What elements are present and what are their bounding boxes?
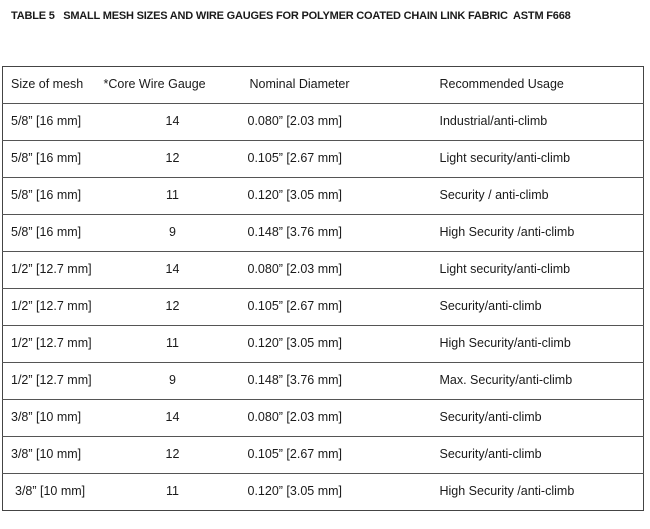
- table-row: [3, 104, 644, 141]
- cell-size-of-mesh: 1/2” [12.7 mm]: [3, 326, 98, 363]
- table-row: [3, 252, 644, 289]
- cell-recommended-usage: Security/anti-climb: [440, 437, 644, 474]
- cell-recommended-usage: Security / anti-climb: [440, 178, 644, 215]
- header-nominal-diameter: Nominal Diameter: [249, 77, 350, 91]
- cell-size-of-mesh: 3/8” [10 mm]: [3, 400, 98, 437]
- cell-size-of-mesh: 1/2” [12.7 mm]: [3, 363, 98, 400]
- cell-recommended-usage: Max. Security/anti-climb: [440, 363, 644, 400]
- table-row: [3, 178, 644, 215]
- cell-core-wire-gauge: 14: [98, 252, 248, 289]
- cell-recommended-usage: Security/anti-climb: [440, 289, 644, 326]
- table-row: [3, 141, 644, 178]
- cell-size-of-mesh: 1/2” [12.7 mm]: [3, 252, 98, 289]
- mesh-sizes-table: [2, 66, 644, 511]
- cell-nominal-diameter: 0.105” [2.67 mm]: [248, 289, 440, 326]
- cell-nominal-diameter: 0.080” [2.03 mm]: [248, 252, 440, 289]
- table-row: [3, 289, 644, 326]
- cell-recommended-usage: Light security/anti-climb: [440, 252, 644, 289]
- cell-recommended-usage: High Security /anti-climb: [440, 474, 644, 511]
- table-row: [3, 474, 644, 511]
- cell-size-of-mesh: 5/8” [16 mm]: [3, 178, 98, 215]
- cell-nominal-diameter: 0.148” [3.76 mm]: [248, 215, 440, 252]
- cell-core-wire-gauge: 11: [98, 474, 248, 511]
- cell-size-of-mesh: 5/8” [16 mm]: [3, 141, 98, 178]
- cell-nominal-diameter: 0.120” [3.05 mm]: [248, 474, 440, 511]
- table-row: [3, 326, 644, 363]
- cell-nominal-diameter: 0.148” [3.76 mm]: [248, 363, 440, 400]
- cell-size-of-mesh: 3/8” [10 mm]: [3, 474, 98, 511]
- cell-core-wire-gauge: 14: [98, 104, 248, 141]
- cell-size-of-mesh: 1/2” [12.7 mm]: [3, 289, 98, 326]
- cell-core-wire-gauge: 12: [98, 289, 248, 326]
- cell-nominal-diameter: 0.080” [2.03 mm]: [248, 400, 440, 437]
- table-row: [3, 400, 644, 437]
- cell-core-wire-gauge: 14: [98, 400, 248, 437]
- table-row: [3, 215, 644, 252]
- cell-core-wire-gauge: 9: [98, 215, 248, 252]
- cell-size-of-mesh: 3/8” [10 mm]: [3, 437, 98, 474]
- table-row: [3, 437, 644, 474]
- cell-core-wire-gauge: 9: [98, 363, 248, 400]
- cell-recommended-usage: High Security/anti-climb: [440, 326, 644, 363]
- header-core-wire-gauge: *Core Wire Gauge: [103, 77, 206, 91]
- cell-core-wire-gauge: 11: [98, 178, 248, 215]
- header-recommended-usage: Recommended Usage: [439, 77, 564, 91]
- cell-size-of-mesh: 5/8” [16 mm]: [3, 215, 98, 252]
- cell-nominal-diameter: 0.105” [2.67 mm]: [248, 437, 440, 474]
- cell-recommended-usage: Light security/anti-climb: [440, 141, 644, 178]
- table-header-row: [3, 67, 644, 104]
- cell-core-wire-gauge: 11: [98, 326, 248, 363]
- cell-size-of-mesh: 5/8” [16 mm]: [3, 104, 98, 141]
- cell-core-wire-gauge: 12: [98, 437, 248, 474]
- header-size-of-mesh: Size of mesh: [11, 77, 84, 91]
- cell-recommended-usage: High Security /anti-climb: [440, 215, 644, 252]
- cell-nominal-diameter: 0.120” [3.05 mm]: [248, 178, 440, 215]
- cell-recommended-usage: Industrial/anti-climb: [440, 104, 644, 141]
- table-title: TABLE 5 SMALL MESH SIZES AND WIRE GAUGES FOR POLYMER COATED CHAIN LINK FABRIC ASTM F668: [11, 10, 571, 22]
- cell-core-wire-gauge: 12: [98, 141, 248, 178]
- cell-recommended-usage: Security/anti-climb: [440, 400, 644, 437]
- cell-nominal-diameter: 0.105” [2.67 mm]: [248, 141, 440, 178]
- cell-nominal-diameter: 0.080” [2.03 mm]: [248, 104, 440, 141]
- cell-nominal-diameter: 0.120” [3.05 mm]: [248, 326, 440, 363]
- table-row: [3, 363, 644, 400]
